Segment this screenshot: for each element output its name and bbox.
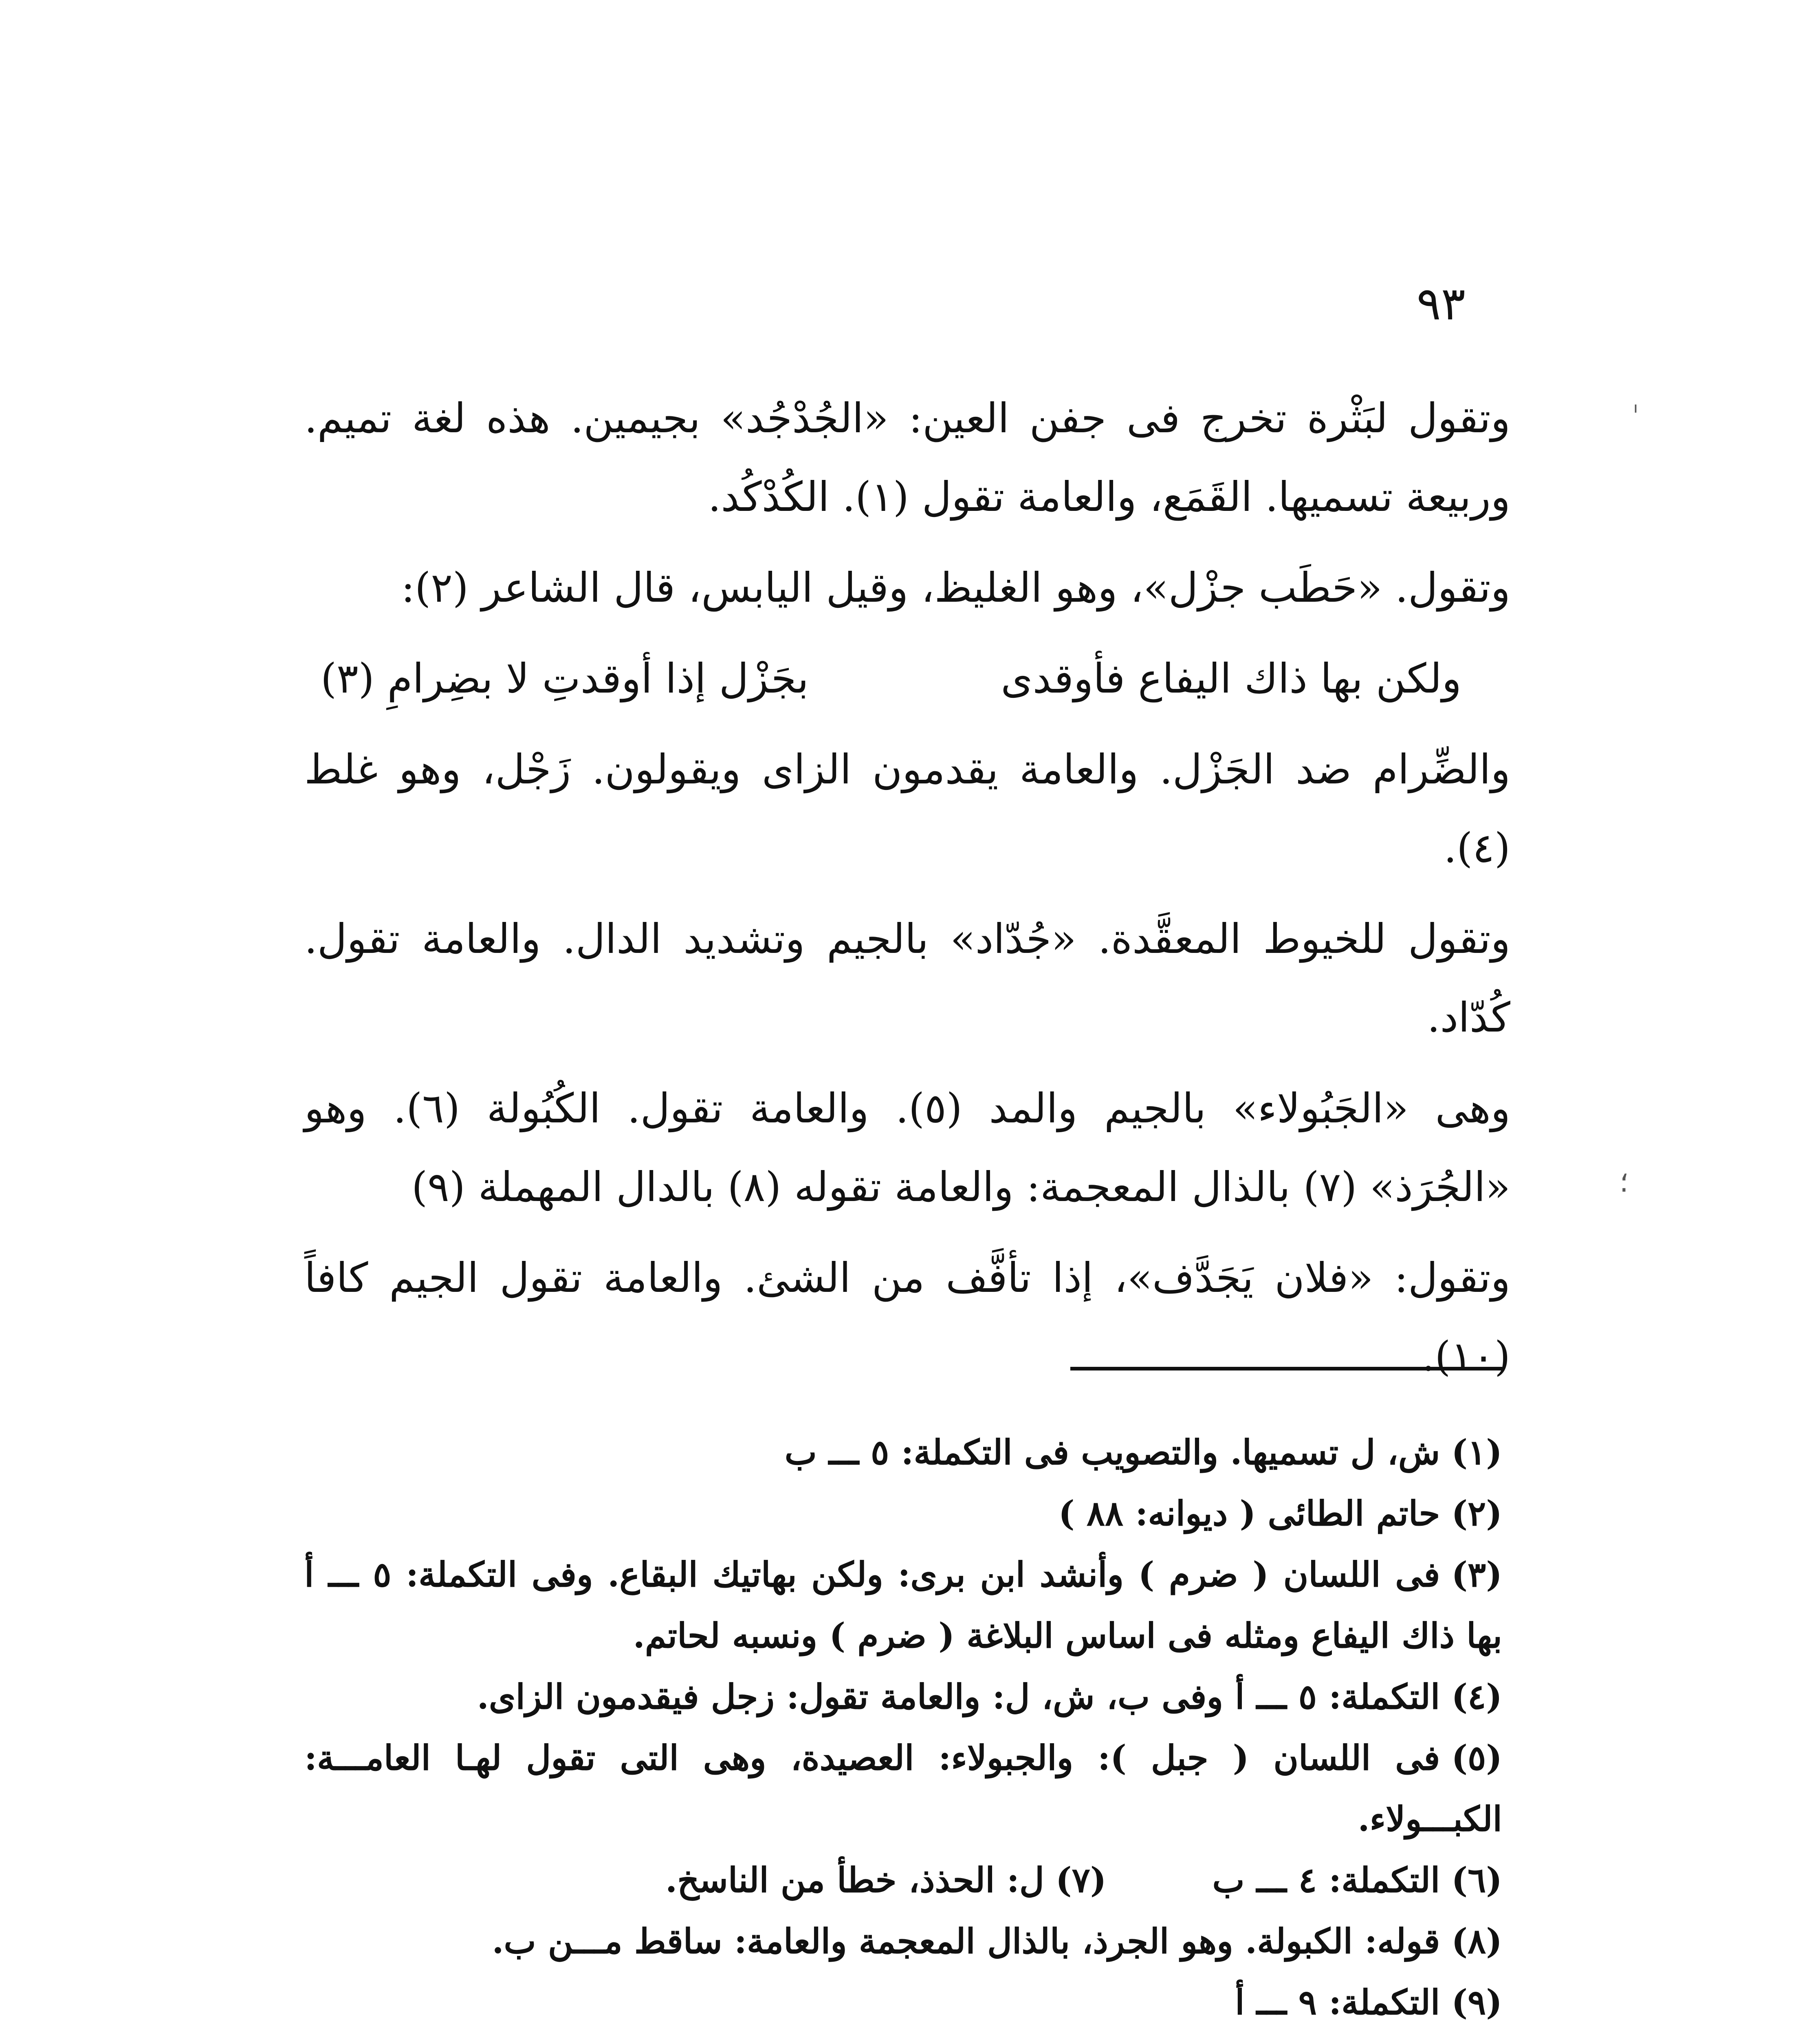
- footnote-separator: [1070, 1367, 1502, 1370]
- footnote-text: التكملة: ٥ ـــ أ وفى ب، ش، ل: والعامة تقول: زجل فيقدمون الزاى.: [477, 1676, 1440, 1717]
- footnote-text: حاتم الطائى ( ديوانه: ٨٨ ): [1058, 1493, 1440, 1533]
- footnote-text: ل: الحذذ، خطأ من الناسخ.: [665, 1860, 1044, 1900]
- margin-mark: ؛: [1619, 1165, 1629, 1199]
- footnote-number: (٨): [1451, 1921, 1502, 1961]
- verse-first-hemistich: ولكن بها ذاك اليفاع فأوقدى: [1001, 655, 1461, 702]
- paragraph: والضِّرام ضد الجَزْل. والعامة يقدمون الزاى ويقولون. زَجْل، وهو غلط (٤).: [304, 746, 1510, 872]
- footnote: [304, 1666, 1502, 1727]
- footnote-text: فى اللسان ( ضرم ) وأنشد ابن برى: ولكن بهاتيك البقاع. وفى التكملة: ٥ ـــ أ بها ذاك اليفاع ومثله فى اساس البلاغة ( ضرم ) ونسبه لحاتم.: [304, 1554, 1502, 1656]
- footnote: [665, 1850, 1107, 1911]
- verse-second-hemistich: بجَزْل إذا أوقدتِ لا بضِرامِ (٣): [321, 655, 809, 702]
- footnote-pair: [304, 1850, 1502, 1911]
- footnote: [304, 1727, 1502, 1850]
- footnote-number: (٩): [1451, 1982, 1502, 2022]
- footnote-number: (٧): [1055, 1860, 1107, 1900]
- footnote: [304, 1422, 1502, 1483]
- paragraph: وتقول لبَثْرة تخرج فى جفن العين: «الجُدْجُد» بجيمين. هذه لغة تميم. وربيعة تسميها. القَمَع، والعامة تقول (١). الكُدْكُد.: [304, 394, 1510, 521]
- footnote-text: ش، ل تسميها. والتصويب فى التكملة: ٥ ـــ ب: [784, 1432, 1440, 1472]
- footnote: [1213, 1850, 1502, 1911]
- footnote: [304, 1911, 1502, 1972]
- footnote-text: قوله: الكبولة. وهو الجرذ، بالذال المعجمة والعامة: ساقط مـــن ب.: [492, 1921, 1440, 1961]
- footnote: [304, 2033, 1502, 2037]
- main-text: [304, 379, 1510, 1408]
- paragraph: وتقول للخيوط المعقَّدة. «جُدّاد» بالجيم وتشديد الدال. والعامة تقول. كُدّاد.: [304, 915, 1510, 1041]
- footnote-number: (١): [1451, 1432, 1502, 1472]
- footnote-number: (٤): [1451, 1676, 1502, 1717]
- footnote-number: (٥): [1451, 1738, 1502, 1778]
- footnote-text: التكملة: ٩ ـــ أ: [1235, 1982, 1440, 2022]
- footnote: [304, 1544, 1502, 1666]
- page-number: ٩٣: [1416, 277, 1466, 330]
- footnote-text: فى اللسان ( جبل ): والجبولاء: العصيدة، وهى التى تقول لهـا العامـــة: الكبـــولاء.: [304, 1738, 1502, 1839]
- footnote-text: التكملة: ٤ ـــ ب: [1212, 1860, 1440, 1900]
- footnote: [304, 1972, 1502, 2033]
- footnote-number: (٢): [1451, 1493, 1502, 1533]
- footnotes: [304, 1422, 1502, 2037]
- paragraph: وتقول: «فلان يَجَدَّف»، إذا تأفَّف من الشئ. والعامة تقول الجيم كافاً (١٠).: [304, 1254, 1510, 1380]
- paragraph: وتقول. «حَطَب جزْل»، وهو الغليظ، وقيل اليابس، قال الشاعر (٢):: [401, 564, 1510, 612]
- poem-verse: [304, 639, 1510, 718]
- footnote: [304, 1483, 1502, 1544]
- paragraph: وهى «الجَبُولاء» بالجيم والمد (٥). والعامة تقول. الكُبُولة (٦). وهو «الجُرَذ» (٧) بالذال المعجمة: والعامة تقوله (٨) بالدال المهملة (٩): [304, 1084, 1510, 1211]
- footnote-number: (٣): [1451, 1554, 1503, 1595]
- footnote-number: (٦): [1451, 1860, 1502, 1900]
